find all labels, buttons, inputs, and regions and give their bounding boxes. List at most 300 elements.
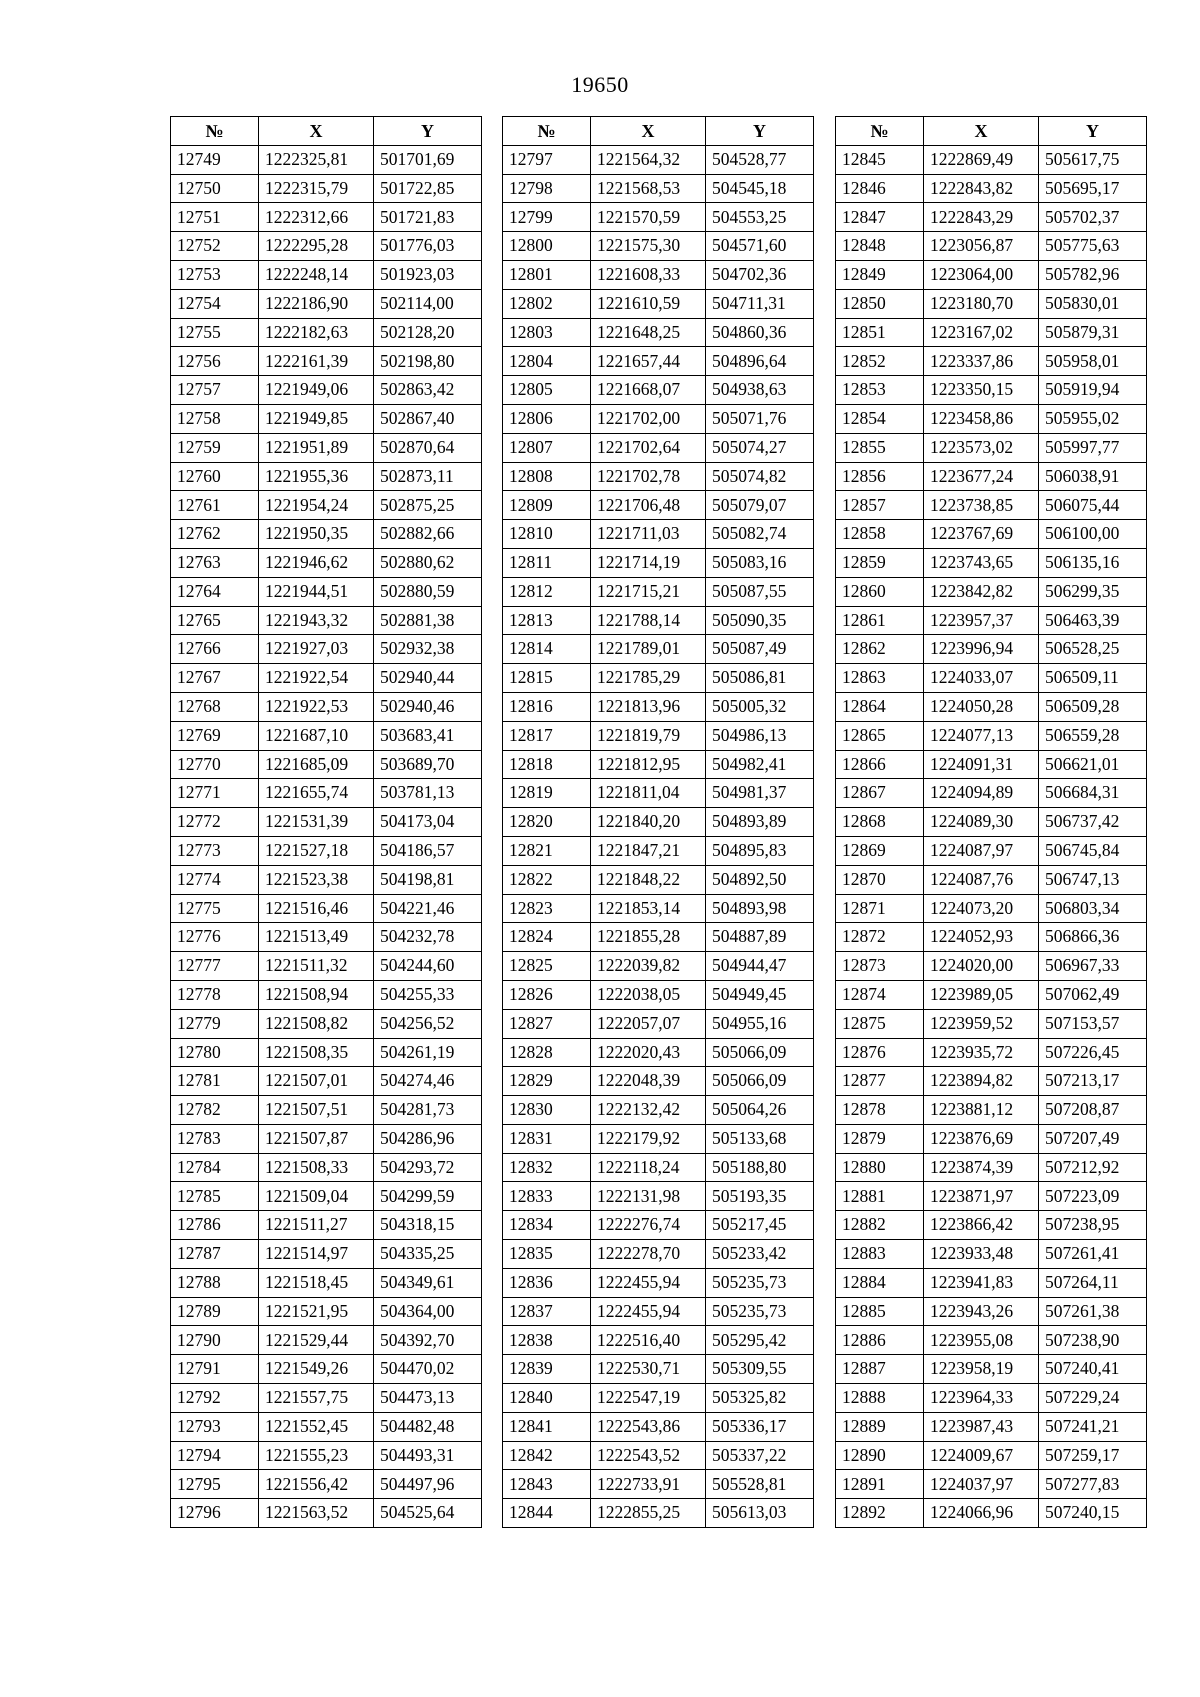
table-row (171, 1384, 482, 1413)
x-coordinate-cell: 1222248,14 (259, 260, 374, 289)
header-x: X (591, 117, 706, 146)
x-coordinate-cell: 1221840,20 (591, 808, 706, 837)
table-row (836, 808, 1147, 837)
x-coordinate-cell: 1222295,28 (259, 232, 374, 261)
table-row (171, 260, 482, 289)
table-row (836, 404, 1147, 433)
x-coordinate-cell: 1221922,54 (259, 664, 374, 693)
y-coordinate-cell: 506299,35 (1039, 577, 1147, 606)
point-number-cell: 12827 (503, 1009, 591, 1038)
point-number-cell: 12814 (503, 635, 591, 664)
point-number-cell: 12793 (171, 1412, 259, 1441)
x-coordinate-cell: 1222039,82 (591, 952, 706, 981)
table-row (171, 1124, 482, 1153)
y-coordinate-cell: 505193,35 (706, 1182, 814, 1211)
table-row (836, 923, 1147, 952)
table-row (836, 1268, 1147, 1297)
point-number-cell: 12874 (836, 980, 924, 1009)
point-number-cell: 12784 (171, 1153, 259, 1182)
y-coordinate-cell: 505309,55 (706, 1355, 814, 1384)
x-coordinate-cell: 1222869,49 (924, 145, 1039, 174)
y-coordinate-cell: 503781,13 (374, 779, 482, 808)
x-coordinate-cell: 1224020,00 (924, 952, 1039, 981)
y-coordinate-cell: 502867,40 (374, 404, 482, 433)
point-number-cell: 12799 (503, 203, 591, 232)
table-row (171, 318, 482, 347)
point-number-cell: 12752 (171, 232, 259, 261)
y-coordinate-cell: 504571,60 (706, 232, 814, 261)
y-coordinate-cell: 504364,00 (374, 1297, 482, 1326)
x-coordinate-cell: 1221655,74 (259, 779, 374, 808)
x-coordinate-cell: 1221518,45 (259, 1268, 374, 1297)
table-row (836, 289, 1147, 318)
point-number-cell: 12877 (836, 1067, 924, 1096)
table-row (836, 1211, 1147, 1240)
y-coordinate-cell: 504281,73 (374, 1096, 482, 1125)
x-coordinate-cell: 1221610,59 (591, 289, 706, 318)
x-coordinate-cell: 1221563,52 (259, 1499, 374, 1528)
table-row (836, 1124, 1147, 1153)
point-number-cell: 12823 (503, 894, 591, 923)
table-row (171, 577, 482, 606)
x-coordinate-cell: 1222179,92 (591, 1124, 706, 1153)
table-row (171, 779, 482, 808)
x-coordinate-cell: 1221922,53 (259, 692, 374, 721)
point-number-cell: 12862 (836, 635, 924, 664)
table-row (503, 1268, 814, 1297)
x-coordinate-cell: 1221564,32 (591, 145, 706, 174)
y-coordinate-cell: 502873,11 (374, 462, 482, 491)
y-coordinate-cell: 507240,41 (1039, 1355, 1147, 1384)
point-number-cell: 12869 (836, 836, 924, 865)
x-coordinate-cell: 1222132,42 (591, 1096, 706, 1125)
table-row (503, 865, 814, 894)
y-coordinate-cell: 505702,37 (1039, 203, 1147, 232)
x-coordinate-cell: 1223677,24 (924, 462, 1039, 491)
point-number-cell: 12780 (171, 1038, 259, 1067)
point-number-cell: 12881 (836, 1182, 924, 1211)
x-coordinate-cell: 1221552,45 (259, 1412, 374, 1441)
x-coordinate-cell: 1223866,42 (924, 1211, 1039, 1240)
x-coordinate-cell: 1221687,10 (259, 721, 374, 750)
table-row (503, 1067, 814, 1096)
point-number-cell: 12858 (836, 520, 924, 549)
point-number-cell: 12839 (503, 1355, 591, 1384)
y-coordinate-cell: 505086,81 (706, 664, 814, 693)
y-coordinate-cell: 504392,70 (374, 1326, 482, 1355)
x-coordinate-cell: 1221685,09 (259, 750, 374, 779)
y-coordinate-cell: 507241,21 (1039, 1412, 1147, 1441)
header-row (503, 117, 814, 146)
x-coordinate-cell: 1222455,94 (591, 1297, 706, 1326)
table-row (836, 635, 1147, 664)
y-coordinate-cell: 503683,41 (374, 721, 482, 750)
point-number-cell: 12867 (836, 779, 924, 808)
table-row (171, 952, 482, 981)
point-number-cell: 12838 (503, 1326, 591, 1355)
point-number-cell: 12892 (836, 1499, 924, 1528)
point-number-cell: 12812 (503, 577, 591, 606)
table-row (171, 836, 482, 865)
point-number-cell: 12825 (503, 952, 591, 981)
table-row (503, 548, 814, 577)
x-coordinate-cell: 1221523,38 (259, 865, 374, 894)
x-coordinate-cell: 1221847,21 (591, 836, 706, 865)
x-coordinate-cell: 1221557,75 (259, 1384, 374, 1413)
x-coordinate-cell: 1223959,52 (924, 1009, 1039, 1038)
y-coordinate-cell: 505782,96 (1039, 260, 1147, 289)
point-number-cell: 12749 (171, 145, 259, 174)
x-coordinate-cell: 1221950,35 (259, 520, 374, 549)
y-coordinate-cell: 504198,81 (374, 865, 482, 894)
x-coordinate-cell: 1221507,01 (259, 1067, 374, 1096)
y-coordinate-cell: 502870,64 (374, 433, 482, 462)
table-row (836, 203, 1147, 232)
y-coordinate-cell: 507208,87 (1039, 1096, 1147, 1125)
y-coordinate-cell: 506747,13 (1039, 865, 1147, 894)
x-coordinate-cell: 1221853,14 (591, 894, 706, 923)
table-row (503, 404, 814, 433)
table-row (171, 1268, 482, 1297)
table-row (503, 260, 814, 289)
x-coordinate-cell: 1221848,22 (591, 865, 706, 894)
table-row (171, 606, 482, 635)
point-number-cell: 12757 (171, 376, 259, 405)
point-number-cell: 12848 (836, 232, 924, 261)
table-row (171, 980, 482, 1009)
x-coordinate-cell: 1222278,70 (591, 1240, 706, 1269)
table-row (171, 1038, 482, 1067)
point-number-cell: 12863 (836, 664, 924, 693)
point-number-cell: 12816 (503, 692, 591, 721)
y-coordinate-cell: 505695,17 (1039, 174, 1147, 203)
table-row (503, 1384, 814, 1413)
x-coordinate-cell: 1221927,03 (259, 635, 374, 664)
point-number-cell: 12833 (503, 1182, 591, 1211)
point-number-cell: 12785 (171, 1182, 259, 1211)
y-coordinate-cell: 507229,24 (1039, 1384, 1147, 1413)
y-coordinate-cell: 501701,69 (374, 145, 482, 174)
x-coordinate-cell: 1221508,94 (259, 980, 374, 1009)
table-body (503, 145, 814, 1527)
table-row (836, 1182, 1147, 1211)
table-row (503, 289, 814, 318)
y-coordinate-cell: 506803,34 (1039, 894, 1147, 923)
table-row (503, 174, 814, 203)
table-row (836, 894, 1147, 923)
table-row (836, 1067, 1147, 1096)
x-coordinate-cell: 1222543,86 (591, 1412, 706, 1441)
point-number-cell: 12775 (171, 894, 259, 923)
table-row (171, 894, 482, 923)
point-number-cell: 12813 (503, 606, 591, 635)
point-number-cell: 12887 (836, 1355, 924, 1384)
page-number: 19650 (571, 72, 629, 97)
y-coordinate-cell: 504349,61 (374, 1268, 482, 1297)
y-coordinate-cell: 506559,28 (1039, 721, 1147, 750)
table-row (171, 865, 482, 894)
point-number-cell: 12826 (503, 980, 591, 1009)
point-number-cell: 12855 (836, 433, 924, 462)
x-coordinate-cell: 1221714,19 (591, 548, 706, 577)
y-coordinate-cell: 505082,74 (706, 520, 814, 549)
x-coordinate-cell: 1221509,04 (259, 1182, 374, 1211)
y-coordinate-cell: 504892,50 (706, 865, 814, 894)
point-number-cell: 12852 (836, 347, 924, 376)
point-number-cell: 12766 (171, 635, 259, 664)
x-coordinate-cell: 1222733,91 (591, 1470, 706, 1499)
y-coordinate-cell: 506135,16 (1039, 548, 1147, 577)
x-coordinate-cell: 1224077,13 (924, 721, 1039, 750)
x-coordinate-cell: 1221813,96 (591, 692, 706, 721)
y-coordinate-cell: 505071,76 (706, 404, 814, 433)
y-coordinate-cell: 504949,45 (706, 980, 814, 1009)
x-coordinate-cell: 1222038,05 (591, 980, 706, 1009)
coordinates-table-3 (835, 116, 1147, 1528)
x-coordinate-cell: 1224089,30 (924, 808, 1039, 837)
table-row (171, 1067, 482, 1096)
x-coordinate-cell: 1223064,00 (924, 260, 1039, 289)
x-coordinate-cell: 1221575,30 (591, 232, 706, 261)
y-coordinate-cell: 505066,09 (706, 1038, 814, 1067)
x-coordinate-cell: 1221511,27 (259, 1211, 374, 1240)
table-row (503, 1355, 814, 1384)
point-number-cell: 12824 (503, 923, 591, 952)
point-number-cell: 12870 (836, 865, 924, 894)
point-number-cell: 12765 (171, 606, 259, 635)
point-number-cell: 12880 (836, 1153, 924, 1182)
x-coordinate-cell: 1221549,26 (259, 1355, 374, 1384)
x-coordinate-cell: 1224087,97 (924, 836, 1039, 865)
y-coordinate-cell: 504299,59 (374, 1182, 482, 1211)
table-row (171, 808, 482, 837)
point-number-cell: 12751 (171, 203, 259, 232)
y-coordinate-cell: 504221,46 (374, 894, 482, 923)
table-row (503, 376, 814, 405)
y-coordinate-cell: 504244,60 (374, 952, 482, 981)
point-number-cell: 12811 (503, 548, 591, 577)
header-number: № (171, 117, 259, 146)
point-number-cell: 12759 (171, 433, 259, 462)
table-row (503, 347, 814, 376)
table-row (836, 865, 1147, 894)
point-number-cell: 12841 (503, 1412, 591, 1441)
point-number-cell: 12876 (836, 1038, 924, 1067)
x-coordinate-cell: 1221789,01 (591, 635, 706, 664)
table-row (503, 1240, 814, 1269)
x-coordinate-cell: 1223933,48 (924, 1240, 1039, 1269)
table-row (171, 1326, 482, 1355)
table-row (503, 1009, 814, 1038)
point-number-cell: 12864 (836, 692, 924, 721)
y-coordinate-cell: 504553,25 (706, 203, 814, 232)
y-coordinate-cell: 501923,03 (374, 260, 482, 289)
x-coordinate-cell: 1221951,89 (259, 433, 374, 462)
table-row (503, 1096, 814, 1125)
y-coordinate-cell: 504528,77 (706, 145, 814, 174)
header-number: № (503, 117, 591, 146)
table-row (503, 980, 814, 1009)
table-row (171, 174, 482, 203)
y-coordinate-cell: 505528,81 (706, 1470, 814, 1499)
point-number-cell: 12795 (171, 1470, 259, 1499)
point-number-cell: 12779 (171, 1009, 259, 1038)
y-coordinate-cell: 502198,80 (374, 347, 482, 376)
point-number-cell: 12763 (171, 548, 259, 577)
table-row (836, 1240, 1147, 1269)
y-coordinate-cell: 501776,03 (374, 232, 482, 261)
y-coordinate-cell: 506621,01 (1039, 750, 1147, 779)
header-y: Y (706, 117, 814, 146)
x-coordinate-cell: 1223941,83 (924, 1268, 1039, 1297)
table-row (171, 203, 482, 232)
y-coordinate-cell: 507226,45 (1039, 1038, 1147, 1067)
x-coordinate-cell: 1222020,43 (591, 1038, 706, 1067)
table-row (836, 836, 1147, 865)
y-coordinate-cell: 504982,41 (706, 750, 814, 779)
y-coordinate-cell: 505087,49 (706, 635, 814, 664)
x-coordinate-cell: 1223337,86 (924, 347, 1039, 376)
y-coordinate-cell: 504255,33 (374, 980, 482, 1009)
x-coordinate-cell: 1223871,97 (924, 1182, 1039, 1211)
point-number-cell: 12767 (171, 664, 259, 693)
y-coordinate-cell: 504896,64 (706, 347, 814, 376)
y-coordinate-cell: 505188,80 (706, 1153, 814, 1182)
y-coordinate-cell: 504286,96 (374, 1124, 482, 1153)
point-number-cell: 12853 (836, 376, 924, 405)
point-number-cell: 12890 (836, 1441, 924, 1470)
x-coordinate-cell: 1221648,25 (591, 318, 706, 347)
header-row (171, 117, 482, 146)
y-coordinate-cell: 505325,82 (706, 1384, 814, 1413)
y-coordinate-cell: 507259,17 (1039, 1441, 1147, 1470)
table-row (836, 1470, 1147, 1499)
table-row (503, 1211, 814, 1240)
table-row (836, 260, 1147, 289)
table-row (836, 318, 1147, 347)
point-number-cell: 12771 (171, 779, 259, 808)
table-row (171, 1412, 482, 1441)
point-number-cell: 12754 (171, 289, 259, 318)
point-number-cell: 12782 (171, 1096, 259, 1125)
x-coordinate-cell: 1222161,39 (259, 347, 374, 376)
y-coordinate-cell: 504860,36 (706, 318, 814, 347)
point-number-cell: 12803 (503, 318, 591, 347)
y-coordinate-cell: 506528,25 (1039, 635, 1147, 664)
coordinates-table-1 (170, 116, 482, 1528)
y-coordinate-cell: 506038,91 (1039, 462, 1147, 491)
table-row (836, 750, 1147, 779)
table-row (836, 433, 1147, 462)
x-coordinate-cell: 1222186,90 (259, 289, 374, 318)
point-number-cell: 12842 (503, 1441, 591, 1470)
x-coordinate-cell: 1222516,40 (591, 1326, 706, 1355)
table-row (171, 923, 482, 952)
x-coordinate-cell: 1223987,43 (924, 1412, 1039, 1441)
y-coordinate-cell: 504525,64 (374, 1499, 482, 1528)
point-number-cell: 12808 (503, 462, 591, 491)
table-row (836, 347, 1147, 376)
x-coordinate-cell: 1224050,28 (924, 692, 1039, 721)
point-number-cell: 12873 (836, 952, 924, 981)
y-coordinate-cell: 504493,31 (374, 1441, 482, 1470)
point-number-cell: 12783 (171, 1124, 259, 1153)
table-row (171, 1240, 482, 1269)
x-coordinate-cell: 1221555,23 (259, 1441, 374, 1470)
point-number-cell: 12878 (836, 1096, 924, 1125)
point-number-cell: 12761 (171, 491, 259, 520)
point-number-cell: 12753 (171, 260, 259, 289)
y-coordinate-cell: 504893,89 (706, 808, 814, 837)
point-number-cell: 12860 (836, 577, 924, 606)
point-number-cell: 12798 (503, 174, 591, 203)
x-coordinate-cell: 1224073,20 (924, 894, 1039, 923)
point-number-cell: 12764 (171, 577, 259, 606)
y-coordinate-cell: 505235,73 (706, 1297, 814, 1326)
x-coordinate-cell: 1221508,33 (259, 1153, 374, 1182)
x-coordinate-cell: 1223989,05 (924, 980, 1039, 1009)
table-row (836, 145, 1147, 174)
point-number-cell: 12861 (836, 606, 924, 635)
y-coordinate-cell: 501721,83 (374, 203, 482, 232)
x-coordinate-cell: 1222843,82 (924, 174, 1039, 203)
y-coordinate-cell: 504981,37 (706, 779, 814, 808)
point-number-cell: 12804 (503, 347, 591, 376)
x-coordinate-cell: 1221715,21 (591, 577, 706, 606)
y-coordinate-cell: 504887,89 (706, 923, 814, 952)
y-coordinate-cell: 505087,55 (706, 577, 814, 606)
y-coordinate-cell: 507213,17 (1039, 1067, 1147, 1096)
table-row (836, 1009, 1147, 1038)
y-coordinate-cell: 504986,13 (706, 721, 814, 750)
y-coordinate-cell: 505079,07 (706, 491, 814, 520)
y-coordinate-cell: 504711,31 (706, 289, 814, 318)
table-row (503, 203, 814, 232)
table-row (171, 145, 482, 174)
table-row (503, 721, 814, 750)
table-row (836, 520, 1147, 549)
point-number-cell: 12796 (171, 1499, 259, 1528)
x-coordinate-cell: 1221556,42 (259, 1470, 374, 1499)
point-number-cell: 12769 (171, 721, 259, 750)
table-row (836, 1096, 1147, 1125)
table-row (171, 289, 482, 318)
y-coordinate-cell: 506509,28 (1039, 692, 1147, 721)
table-row (503, 1499, 814, 1528)
y-coordinate-cell: 505090,35 (706, 606, 814, 635)
x-coordinate-cell: 1221702,78 (591, 462, 706, 491)
y-coordinate-cell: 504335,25 (374, 1240, 482, 1269)
x-coordinate-cell: 1221812,95 (591, 750, 706, 779)
header-x: X (259, 117, 374, 146)
point-number-cell: 12818 (503, 750, 591, 779)
y-coordinate-cell: 502863,42 (374, 376, 482, 405)
table-row (836, 1384, 1147, 1413)
table-row (503, 1412, 814, 1441)
table-row (503, 779, 814, 808)
point-number-cell: 12773 (171, 836, 259, 865)
point-number-cell: 12883 (836, 1240, 924, 1269)
y-coordinate-cell: 506737,42 (1039, 808, 1147, 837)
table-row (503, 433, 814, 462)
point-number-cell: 12889 (836, 1412, 924, 1441)
x-coordinate-cell: 1224052,93 (924, 923, 1039, 952)
table-row (171, 1096, 482, 1125)
table-row (836, 1355, 1147, 1384)
point-number-cell: 12810 (503, 520, 591, 549)
x-coordinate-cell: 1221514,97 (259, 1240, 374, 1269)
x-coordinate-cell: 1223955,08 (924, 1326, 1039, 1355)
